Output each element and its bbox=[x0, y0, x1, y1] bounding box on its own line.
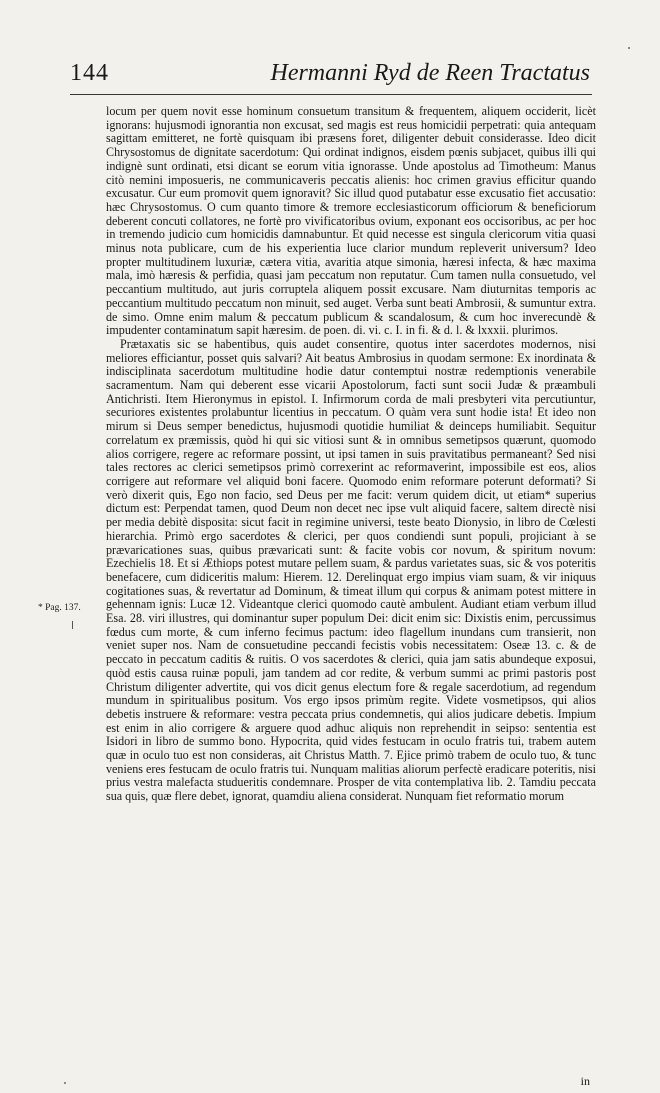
margin-mark bbox=[72, 621, 73, 629]
catchword: in bbox=[580, 1074, 590, 1088]
page-header bbox=[70, 56, 590, 98]
body-text bbox=[106, 105, 596, 804]
paper-speck bbox=[628, 47, 630, 49]
running-title: Hermanni Ryd de Reen Tractatus bbox=[270, 60, 590, 86]
paragraph: locum per quem novit esse hominum consuetum transitum & frequentem, aliquem occiderit, licèt ignorans: hujusmodi ignorantia non excusat, sed magis est reus homicidii perpetrati: quia antequam sagittam emitteret, ne fortè quisquam ibi præsens foret, diligenter debuit considerasse. Ideo dicit Chrysostomus de dignitate sacerdotum: Qui ordinat indignos, eisdem pœnis subjacet, quibus illi qui indignè sunt ordinati, etsi dicant se eorum vitia ignorasse. Unde apostolus ad Timotheum: Manus citò nemini imposueris, ne communicaveris peccatis alienis: hoc crimen gravius efficitur quando excusatur. Cur eum promovit quem ignoravit? Sic illud quod putabatur esse excusatio fiet accusatio: hæc Chrysostomus. O cum quanto timore & tremore ecclesiasticorum officiorum & beneficiorum deberent concuti collatores, ne fortè pro vivificatoribus ovium, exponant eos occisoribus, ac per hoc in tremendo judicio cum homicidis damnabuntur. Et quid necesse est singula clericorum vitia quasi minus nota publicare, cum de his experientia luce clarior mundum repleverit universum? Ideo propter multitudinem luxuriæ, cætera vitia, avaritia atque simonia, hæresi infecta, & hæc maxima mala, imò hæresis & perfidia, quasi jam peccatum non reputatur. Cum tamen nulla consuetudo, vel peccantium multitudo, aut juris corruptela aliquem possit excusare. Nam diuturnitas temporis ac peccantium multitudo peccatum non minuit, sed auget. Verba sunt beati Ambrosii, & sumuntur extra. de simo. Omne enim malum & peccatum publicum & scandalosum, & cum hoc inverecundè & impudenter contaminatum sapit hæresim. de poen. di. vi. c. I. in fi. & d. l. & lxxxii. plurimos. bbox=[106, 104, 596, 338]
margin-note: * Pag. 137. bbox=[38, 603, 81, 613]
page-number: 144 bbox=[70, 60, 109, 86]
header-rule bbox=[70, 94, 592, 95]
paper-speck bbox=[64, 1082, 66, 1084]
paragraph: Prætaxatis sic se habentibus, quis audet consentire, quotus inter sacerdotes modernos, nisi meliores efficiantur, posset quis salvari? Ait beatus Ambrosius in quodam sermone: Ex inordinata & indisciplinata sacerdotum multitudine hodie datur contemptui nostræ redemptionis venerabile sacramentum. Nam qui deberent esse vicarii Apostolorum, facti sunt socii Judæ & præambuli Antichristi. Item Hieronymus in epistol. I. Infirmorum corda de mali presbyteri vita percutiuntur, securiores existentes prolabuntur licentius in peccatum. O quàm vera sunt hodie ista! Et ideo non mirum si Deus semper benedictus, hujusmodi quotidie humiliat & deinceps humiliabit. Sequitur correlatum ex præmissis, quòd hi qui sic vitiosi sunt & in omnibus semetipsos quærunt, quomodo alios corrigere, regere ac reformare possint, ut ipsi tamen in suis pravitatibus permaneant? Sed nisi tales rectores ac clerici semetipsos primò correxerint ac reformaverint, impossibile est eos, alios corrigere aut reformare vel aliquid boni facere. Quomodo enim reformare poterunt deformati? Si verò dixerit quis, Ego non facio, sed Deus per me facit: verum quidem dicit, ut etiam* superius dictum est: Perpendat tamen, quod Deum non decet nec ipse vult aliquid facere, saltem directè nisi per media debitè disposita: sicut facit in regimine universi, teste beato Dionysio, in libro de Cœlesti hierarchia. Primò ergo sacerdotes & clerici, per quos condiendi sunt populi, projiciant à se prævaricationes suas, quibus prævaricati sunt: & facite vobis cor novum, & spiritum novum: Ezechielis 18. Et si Æthiops potest mutare pellem suam, & pardus varietates suas, sic & vos poteritis benefacere, cum didiceritis malum: Hierem. 12. Derelinquat ergo impius viam suam, & vir iniquus cogitationes suas, & revertatur ad Dominum, & timeat illum qui corpus & animam potest mittere in gehennam ignis: Lucæ 12. Videantque clerici quomodo cautè ambulent. Audiant etiam verbum illud Esa. 28. viri illustres, qui dominantur super populum Dei: dicit enim sic: Dixistis enim, percussimus fœdus cum morte, & cum inferno fecimus pactum: ideo flagellum inundans cum transierit, non veniet super nos. Nam de consuetudine peccandi fecistis vobis necessitatem: Oseæ 13. c. & de peccato in peccatum caditis & ruitis. O vos sacerdotes & clerici, quia jam satis abundeque exposui, quòd estis causa ruinæ populi, jam tandem ad cor redite, & verbum summi ac primi pastoris post Christum diligenter advertite, qui vos dicit genus electum fore & regale sacerdotium, ad regendum mundum in spiritualibus positum. Vos ergo ipsos primùm regite. Videte vosmetipsos, qui alios debetis instruere & reformare: vestra peccata prius condemnetis, qui alios judicare debetis. Impium est enim in alio corrigere & arguere quod adhuc aliquis non reprehendit in seipso: sententia est Isidori in libro de summo bono. Hypocrita, quid vides festucam in oculo fratris tui, trabem autem quæ in oculo tuo est non consideras, ait Christus Matth. 7. Ejice primò trabem de oculo tuo, & tunc veniens eres festucam de oculo fratris tui. Nunquam malitias aliorum perfectè eradicare poteritis, nisi prius vestra malefacta studueritis condemnare. Prosper de vita contemplativa lib. 2. Tamdiu peccata sua quis, quæ flere debet, ignorat, quamdiu aliena considerat. Nunquam fiet reformatio morum bbox=[106, 336, 596, 804]
